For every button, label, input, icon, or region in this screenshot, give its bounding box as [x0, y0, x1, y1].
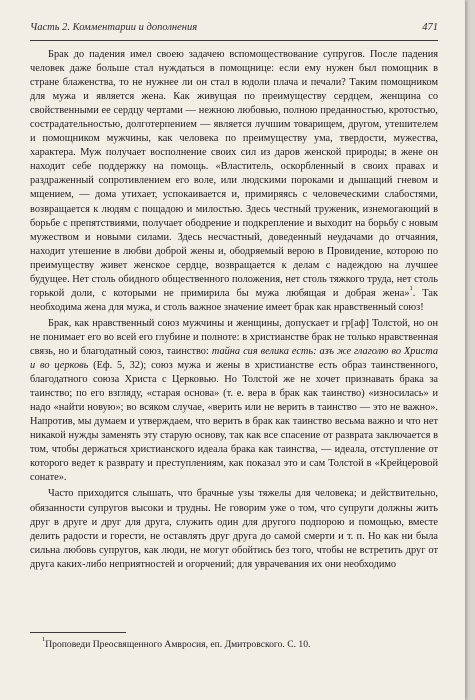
- paragraph-3-text: Часто приходится слышать, что брачные узы тяжелы для человека; и действительно, обязанности супругов высоки и трудны. Не говорим уже о том, что супруги должны жить друг в друге и друг для друга, служить один для другого подпорою и помощью, вместе делить радости и горести, не оставлять друг друга до самой смерти и т. п. Но как ни была сильна любовь супругов, как люди, не могут обойтись без того, чтобы не встретить друг от друга каких-либо неприятностей и огорчений; для уврачевания их они необходимо: [30, 488, 438, 570]
- paragraph-3: [30, 487, 438, 571]
- page-number: 471: [422, 22, 438, 33]
- header-rule: [30, 40, 438, 41]
- paragraph-1-text: Брак до падения имел своею задачею вспомоществование супругов. После падения человек даже больше стал нуждаться в помощнице: если ему нужен был помощник в стране блаженства, то не нужнее ли он стал в юдоли плача и печали? Таким помощником для мужа и является жена. Как живущая по преимуществу сердцем, женщина со свойственными ее сердцу чертами — нежною любовью, полною преданностью, кротостью, сострадательностью, долготерпением — является лучшим товарищем, другом, утешителем и помощником мужчины, как человека по преимуществу ума, твердости, мужества, характера. Муж получает восполнение своих сил из даров женской природы; в жене он находит себе поддержку на помощь. «Властитель, оскорбленный в своих правах и раздраженный сопротивлением его воле, или людскими пороками и дышащий гневом и мщением, — дома утихает, успокаивается и, примиряясь с человеческими слабостями, возвращается к людям с пощадою и милостью. Здесь честный труженик, изнемогающий в борьбе с препятствиями, получает ободрение и подкрепление и выходит на борьбу с новым мужеством и новыми силами. Здесь несчастный, доведенный неудачами до отчаяния, находит утешение в любви доброй жены и, ободряемый верою в Провидение, которою по преимуществу живет женское сердце, возвращается к делам с надеждою на лучшее будущее. Нет столь обидного общественного положения, нет столь тяжкого труда, нет столь горькой доли, с которыми не примирила бы мужа любящая и добрая жена»: [30, 49, 438, 299]
- paragraph-2: [30, 317, 438, 486]
- footnote-mark: 1: [42, 636, 46, 643]
- running-title: Часть 2. Комментарии и дополнения: [30, 22, 198, 33]
- scripture-quote: тайна сия велика есть: азъ же глаголю во Христа и во церковь: [30, 345, 438, 372]
- paragraph-2-tail: (Еф. 5, 32); союз мужа и жены в христианстве есть образ таинственного, благодатного союза Христа с Церковью. Но Толстой же не хочет признавать брака за таинство; по его взгляду, «старая основа» (т. е. вера в брак как таинство) «износилась» и надо «найти новую»; во всяком случае, «верить или не верить в таинство — это не важно». Напротив, мы думаем и утверждаем, что верить в брак как таинство весьма важно и что нет никакой нужды заменять эту старую основу, так как все спасение от разврата заключается в том, чтобы держаться христианского идеала брака как таинства, — идеала, отступление от которого ведет к разврату и преступлениям, как показал это и сам Толстой в «Крейцеровой сонате».: [30, 360, 438, 484]
- footnote-rule: [30, 632, 126, 633]
- paragraph-2-text: Брак, как нравственный союз мужчины и женщины, допускает и гр[аф] Толстой, но он не понимает его во всей его глубине и полноте: в христианстве брак не только нравственная связь, но и благодатный союз, таинство:: [30, 317, 438, 357]
- paragraph-1: [30, 48, 438, 315]
- paragraph-1-tail: . Так необходима жена для мужа, и столь важное значение имеет брак как нравственный союз!: [30, 287, 438, 313]
- body-text: [30, 48, 438, 572]
- footnote: [42, 636, 438, 650]
- footnote-reference: 1: [409, 284, 413, 292]
- footnote-text: Проповеди Преосвященного Амвросия, еп. Дмитровского. С. 10.: [45, 639, 311, 650]
- running-header: [30, 22, 438, 33]
